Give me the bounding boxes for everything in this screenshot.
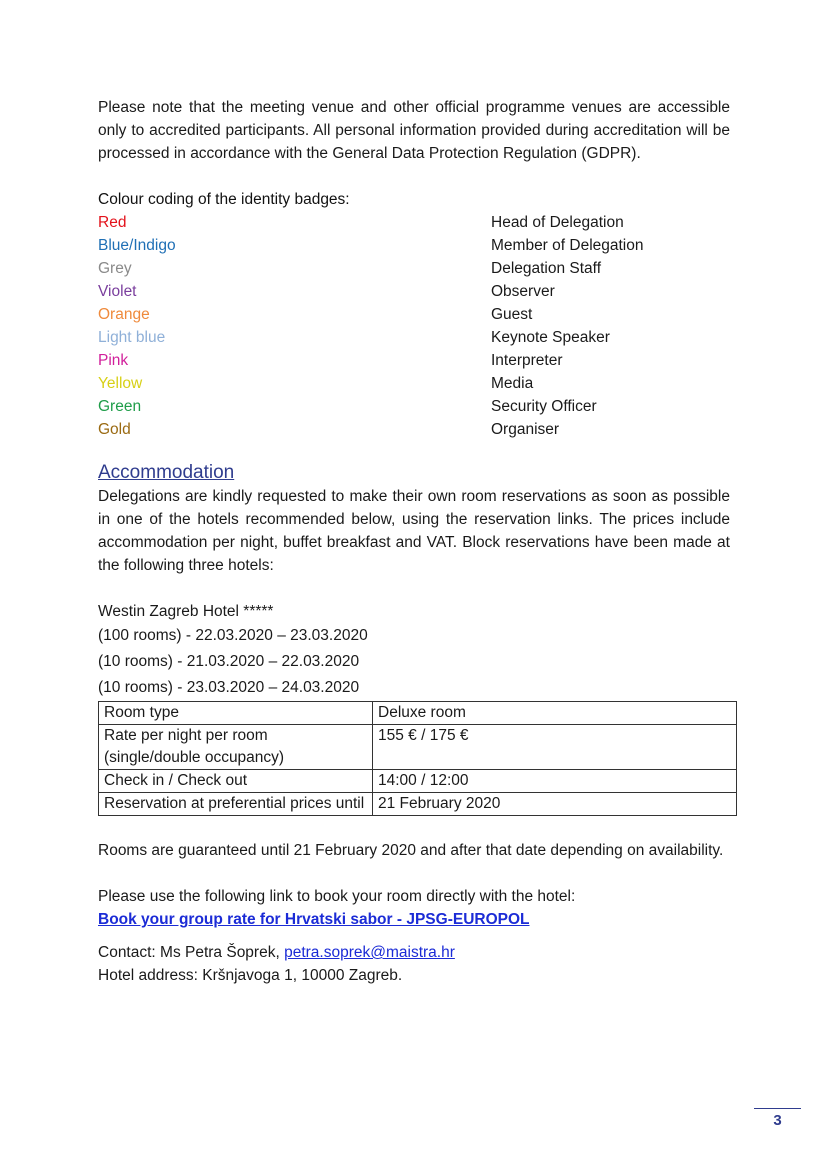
contact-email-link[interactable]: petra.soprek@maistra.hr: [284, 944, 455, 961]
badge-role: Head of Delegation: [491, 214, 624, 231]
table-cell: Room type: [99, 702, 373, 725]
badge-color-name: Orange: [98, 306, 150, 323]
badge-color-name: Violet: [98, 283, 137, 300]
booking-intro: Please use the following link to book your room directly with the hotel:: [98, 888, 576, 905]
badge-list: [98, 211, 730, 441]
badge-color-name: Light blue: [98, 329, 166, 346]
table-row: [99, 725, 737, 770]
badge-role: Keynote Speaker: [491, 329, 610, 346]
hotel-date-line: (10 rooms) - 21.03.2020 – 22.03.2020: [98, 653, 360, 670]
table-row: [99, 770, 737, 793]
badge-color-name: Green: [98, 398, 142, 415]
table-cell: Deluxe room: [373, 702, 737, 725]
guarantee-paragraph: Rooms are guaranteed until 21 February 2020 and after that date depending on availability.: [98, 842, 724, 859]
badge-color-name: Gold: [98, 421, 131, 438]
badge-row: [98, 326, 730, 349]
document-page: [98, 96, 730, 987]
badge-color-name: Grey: [98, 260, 132, 277]
contact-line: [98, 941, 730, 964]
booking-link[interactable]: Book your group rate for Hrvatski sabor - JPSG-EUROPOL: [98, 911, 530, 928]
badge-role: Observer: [491, 283, 555, 300]
footer-rule: [754, 1108, 801, 1109]
badges-heading: Colour coding of the identity badges:: [98, 191, 350, 208]
hotel-address: Hotel address: Kršnjavoga 1, 10000 Zagreb.: [98, 967, 403, 984]
badge-role: Member of Delegation: [491, 237, 644, 254]
badge-role: Organiser: [491, 421, 560, 438]
badge-role: Delegation Staff: [491, 260, 602, 277]
badge-row: [98, 211, 730, 234]
badge-color-name: Yellow: [98, 375, 143, 392]
accommodation-paragraph: Delegations are kindly requested to make their own room reservations as soon as possible in one of the hotels recommended below, using the reservation links. The prices include accommodation per night, buffet breakfast and VAT. Block reservations have been made at the following three hotels:: [98, 488, 730, 574]
hotel-date-line: (10 rooms) - 23.03.2020 – 24.03.2020: [98, 679, 360, 696]
badge-row: [98, 349, 730, 372]
badge-row: [98, 395, 730, 418]
badge-row: [98, 280, 730, 303]
table-cell: Check in / Check out: [99, 770, 373, 793]
table-cell: 14:00 / 12:00: [373, 770, 737, 793]
hotel-name: Westin Zagreb Hotel *****: [98, 603, 274, 620]
badge-color-name: Red: [98, 214, 127, 231]
table-row: [99, 702, 737, 725]
rates-table: [98, 701, 737, 816]
badge-row: [98, 303, 730, 326]
badge-color-name: Blue/Indigo: [98, 237, 176, 254]
badge-role: Guest: [491, 306, 533, 323]
intro-paragraph: Please note that the meeting venue and other official programme venues are accessible only to accredited participants. All personal information provided during accreditation will be processed in accordance with the General Data Protection Regulation (GDPR).: [98, 99, 730, 162]
page-number: 3: [773, 1112, 782, 1129]
badge-role: Media: [491, 375, 534, 392]
badge-row: [98, 418, 730, 441]
contact-label: Contact: Ms Petra Šoprek,: [98, 944, 285, 961]
hotel-date-line: (100 rooms) - 22.03.2020 – 23.03.2020: [98, 627, 368, 644]
badge-role: Interpreter: [491, 352, 563, 369]
table-cell: Reservation at preferential prices until: [99, 793, 373, 816]
badge-role: Security Officer: [491, 398, 597, 415]
table-cell: Rate per night per room (single/double occupancy): [99, 725, 373, 770]
table-row: [99, 793, 737, 816]
badge-row: [98, 234, 730, 257]
badge-row: [98, 257, 730, 280]
badge-color-name: Pink: [98, 352, 129, 369]
hotel-dates: [98, 623, 730, 701]
accommodation-heading: Accommodation: [98, 462, 235, 483]
table-cell: 21 February 2020: [373, 793, 737, 816]
badge-row: [98, 372, 730, 395]
table-cell: 155 € / 175 €: [373, 725, 737, 770]
